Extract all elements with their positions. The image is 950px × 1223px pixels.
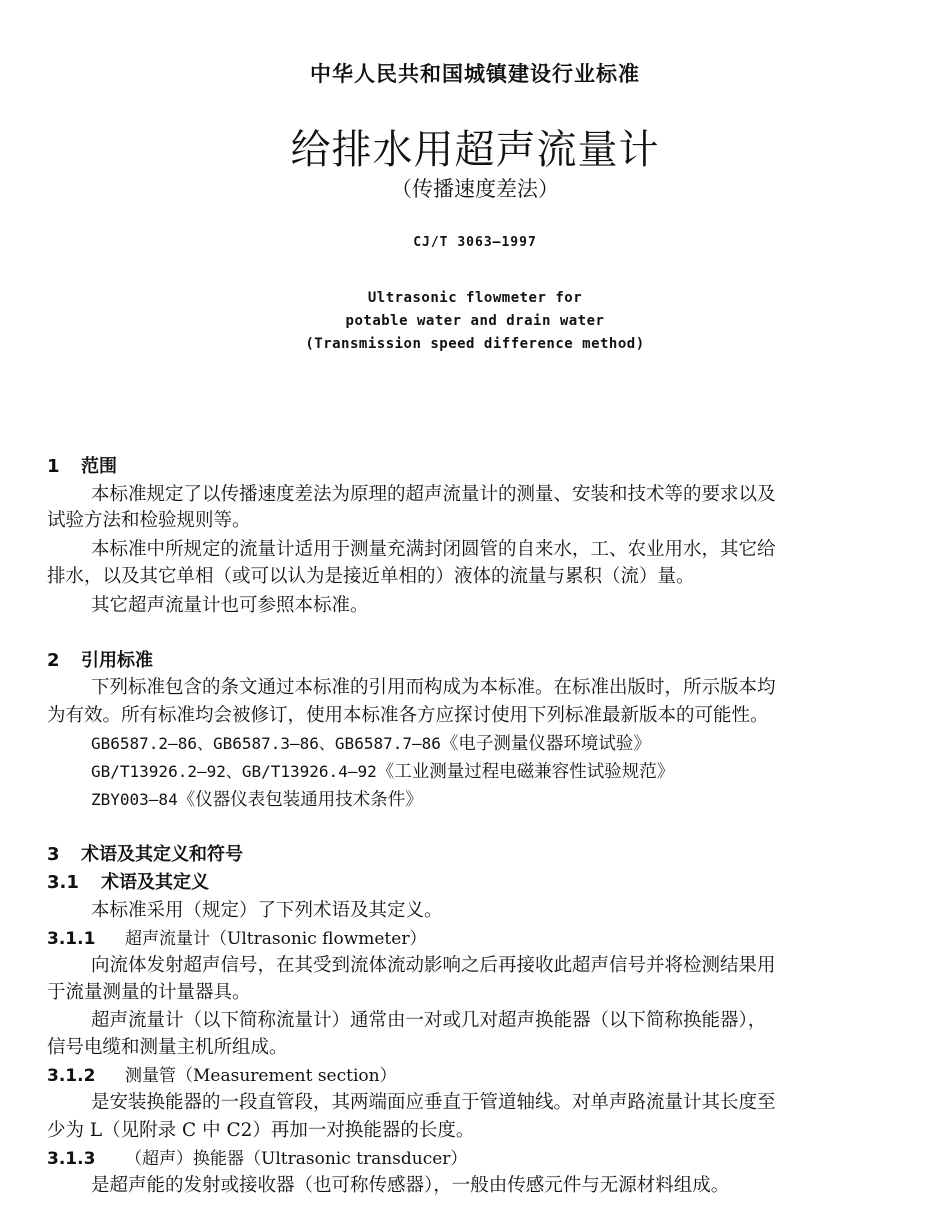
clause-heading <box>47 1144 467 1169</box>
reference-item <box>91 730 651 755</box>
paragraph-line: 为有效。所有标准均会被修订，使用本标准各方应探讨使用下列标准最新版本的可能性。 <box>47 705 769 726</box>
document-title: 给排水用超声流量计 <box>290 127 660 173</box>
reference-title: 《电子测量仪器环境试验》 <box>440 734 651 754</box>
section-number: 1 <box>47 456 60 477</box>
section-title: 引用标准 <box>81 650 153 671</box>
paragraph-line: 信号电缆和测量主机所组成。 <box>47 1037 288 1058</box>
section-heading <box>47 452 117 478</box>
paragraph-line: 少为 L（见附录 C 中 C2）再加一对换能器的长度。 <box>47 1120 475 1141</box>
subsection-number: 3.1 <box>47 872 79 893</box>
reference-item <box>91 786 423 811</box>
reference-item <box>91 758 674 783</box>
paragraph-line: 本标准采用（规定）了下列术语及其定义。 <box>91 900 443 921</box>
paragraph-line: 其它超声流量计也可参照本标准。 <box>91 595 369 616</box>
section-heading <box>47 646 153 672</box>
paragraph-line: 向流体发射超声信号，在其受到流体流动影响之后再接收此超声信号并将检测结果用 <box>91 955 776 976</box>
clause-heading <box>47 924 426 949</box>
clause-number: 3.1.1 <box>47 929 96 949</box>
clause-title: 超声流量计（Ultrasonic flowmeter） <box>125 929 427 949</box>
reference-code: ZBY003—84 <box>91 790 178 809</box>
english-title-line: Ultrasonic flowmeter for <box>367 290 583 306</box>
paragraph-line: 是超声能的发射或接收器（也可称传感器），一般由传感元件与无源材料组成。 <box>91 1175 730 1196</box>
reference-title: 《仪器仪表包装通用技术条件》 <box>177 790 423 810</box>
english-title-line: potable water and drain water <box>345 313 605 329</box>
section-number: 2 <box>47 650 60 671</box>
paragraph-line: 本标准中所规定的流量计适用于测量充满封闭圆管的自来水，工、农业用水，其它给 <box>91 539 776 560</box>
clause-number: 3.1.2 <box>47 1066 96 1086</box>
paragraph-line: 于流量测量的计量器具。 <box>47 982 251 1003</box>
paragraph-line: 是安装换能器的一段直管段，其两端面应垂直于管道轴线。对单声路流量计其长度至 <box>91 1092 776 1113</box>
english-title-line: (Transmission speed difference method) <box>305 336 645 352</box>
paragraph-line: 下列标准包含的条文通过本标准的引用而构成为本标准。在标准出版时，所示版本均 <box>91 677 776 698</box>
subsection-heading <box>47 868 209 894</box>
section-heading <box>47 840 243 866</box>
section-number: 3 <box>47 844 60 865</box>
clause-title: （超声）换能器（Ultrasonic transducer） <box>125 1149 468 1169</box>
paragraph-line: 排水，以及其它单相（或可以认为是接近单相的）液体的流量与累积（流）量。 <box>47 566 695 587</box>
reference-code: GB6587.2—86、GB6587.3—86、GB6587.7—86 <box>91 734 441 753</box>
section-title: 术语及其定义和符号 <box>81 844 243 865</box>
reference-code: GB/T13926.2—92、GB/T13926.4—92 <box>91 762 377 781</box>
clause-heading <box>47 1061 397 1086</box>
clause-title: 测量管（Measurement section） <box>125 1066 397 1086</box>
subsection-title: 术语及其定义 <box>101 872 209 893</box>
paragraph-line: 超声流量计（以下简称流量计）通常由一对或几对超声换能器（以下简称换能器）， <box>91 1010 767 1031</box>
section-title: 范围 <box>81 456 117 477</box>
standard-code: CJ/T 3063—1997 <box>413 235 537 250</box>
clause-number: 3.1.3 <box>47 1149 96 1169</box>
paragraph-line: 本标准规定了以传播速度差法为原理的超声流量计的测量、安装和技术等的要求以及 <box>91 484 776 505</box>
paragraph-line: 试验方法和检验规则等。 <box>47 510 251 531</box>
document-subtitle: （传播速度差法） <box>391 177 559 201</box>
issuing-agency: 中华人民共和国城镇建设行业标准 <box>310 62 640 86</box>
reference-title: 《工业测量过程电磁兼容性试验规范》 <box>376 762 675 782</box>
